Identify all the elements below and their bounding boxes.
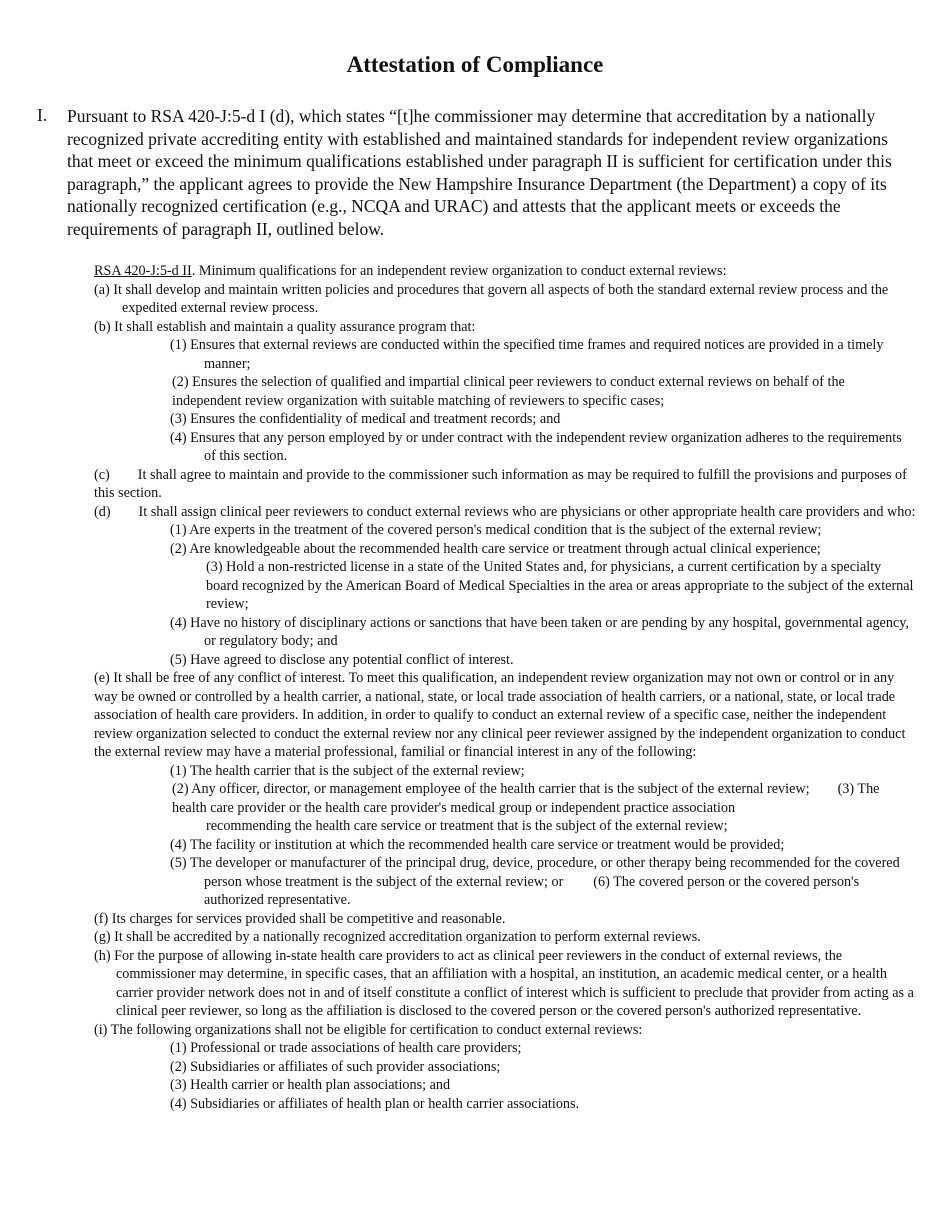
item-e-3-text: The health care provider or the health care provider's medical group or independent practice association [172,781,880,816]
item-d-3: (3) Hold a non-restricted license in a state of the United States and, for physicians, a current certification by a specialty board recognized by the American Board of Medical Specialties in the area or areas appropriate to the subject of the external review; [206,559,914,612]
item-f: (f) Its charges for services provided shall be competitive and reasonable. [94,910,506,927]
item-e-1: (1) The health carrier that is the subject of the external review; [170,762,525,779]
item-i-1: (1) Professional or trade associations of health care providers; [170,1040,522,1056]
item-b-1: (1) Ensures that external reviews are conducted within the specified time frames and required notices are provided in a timely manner; [170,337,884,372]
item-b-4: (4) Ensures that any person employed by or under contract with the independent review organization adheres to the requirements of this section. [170,429,902,464]
rsa-heading-text: . Minimum qualifications for an independent review organization to conduct external reviews: [191,263,727,279]
item-d-label: (d) [94,503,111,520]
item-i-2: (2) Subsidiaries or affiliates of such provider associations; [170,1058,501,1075]
section-paragraph: Pursuant to RSA 420-J:5-d I (d), which states “[t]he commissioner may determine that accreditation by a nationally recognized private accrediting entity with established and maintained standards for independent review organizations that meet or exceed the minimum qualifications established under paragraph II is sufficient for certification under this paragraph,” the applicant agrees to provide the New Hampshire Insurance Department (the Department) a copy of its nationally recognized certification (e.g., NCQA and URAC) and attests that the applicant meets or exceeds the requirements of paragraph II, outlined below. [67,106,892,239]
item-d-text: It shall assign clinical peer reviewers to conduct external reviews who are physicians or other appropriate health care providers and who: [138,503,916,520]
item-e-2-text: (2) Any officer, director, or management employee of the health carrier that is the subject of the external review; [172,781,810,797]
item-i: (i) The following organizations shall not be eligible for certification to conduct external reviews: [94,1021,643,1038]
item-b: (b) It shall establish and maintain a quality assurance program that: [94,318,476,335]
rsa-citation: RSA 420-J:5-d II [94,263,192,279]
item-e-4: (4) The facility or institution at which the recommended health care service or treatment would be provided; [170,836,785,853]
item-b-2: (2) Ensures the selection of qualified and impartial clinical peer reviewers to conduct external reviews on behalf of the independent review organization with suitable matching of reviewers to specific cases; [172,374,845,409]
item-d-1: (1) Are experts in the treatment of the covered person's medical condition that is the subject of the external review; [170,522,822,538]
page-title: Attestation of Compliance [346,52,604,77]
item-h: (h) For the purpose of allowing in-state health care providers to act as clinical peer reviewers in the conduct of external reviews, the commissioner may determine, in specific cases, that an affiliation with a hospital, an institution, an academic medical center, or a health carrier provider network does not in and of itself constitute a conflict of interest which is sufficient to preclude that provider from acting as a clinical peer reviewer, so long as the affiliation is disclosed to the covered person or the covered person's authorized representative. [94,947,914,1019]
item-d-5: (5) Have agreed to disclose any potential conflict of interest. [170,651,514,668]
item-d-2: (2) Are knowledgeable about the recommended health care service or treatment through actual clinical experience; [170,540,821,557]
item-a: (a) It shall develop and maintain written policies and procedures that govern all aspects of both the standard external review process and the expedited external review process. [94,281,889,316]
item-e-5 [94,854,916,910]
item-e-2 [94,780,916,817]
item-e-3-cont: recommending the health care service or treatment that is the subject of the external review; [206,818,728,834]
rsa-body [94,262,916,1113]
item-e: (e) It shall be free of any conflict of interest. To meet this qualification, an independent review organization may not own or control or in any way be owned or controlled by a health carrier, a national, state, or local trade association of health carriers, or a national, state, or local trade association of health care providers. In addition, in order to qualify to conduct an external review of a specific case, neither the independent review organization selected to conduct the external review nor any clinical peer reviewer assigned by the independent organization to conduct the external review may have a material professional, familial or financial interest in any of the following: [94,670,906,760]
item-c [94,466,916,503]
item-i-4: (4) Subsidiaries or affiliates of health plan or health carrier associations. [170,1095,580,1112]
item-d [94,503,916,522]
section-number: I. [37,105,48,125]
item-c-text: It shall agree to maintain and provide to the commissioner such information as may be required to fulfill the provisions and purposes of this section. [94,466,907,501]
item-e-6-text: (6) The covered person or the covered person's authorized representative. [204,873,860,908]
item-g: (g) It shall be accredited by a nationally recognized accreditation organization to perform external reviews. [94,929,701,945]
item-e-5-text: (5) The developer or manufacturer of the principal drug, device, procedure, or other therapy being recommended for the covered person whose treatment is the subject of the external review; or [170,855,900,890]
rsa-heading [94,262,916,281]
item-b-3: (3) Ensures the confidentiality of medical and treatment records; and [170,411,561,427]
item-i-3: (3) Health carrier or health plan associations; and [170,1077,451,1093]
item-d-4: (4) Have no history of disciplinary actions or sanctions that have been taken or are pending by any hospital, governmental agency, or regulatory body; and [170,614,909,649]
item-c-label: (c) [94,466,110,483]
item-e-3-number: (3) [837,781,855,797]
